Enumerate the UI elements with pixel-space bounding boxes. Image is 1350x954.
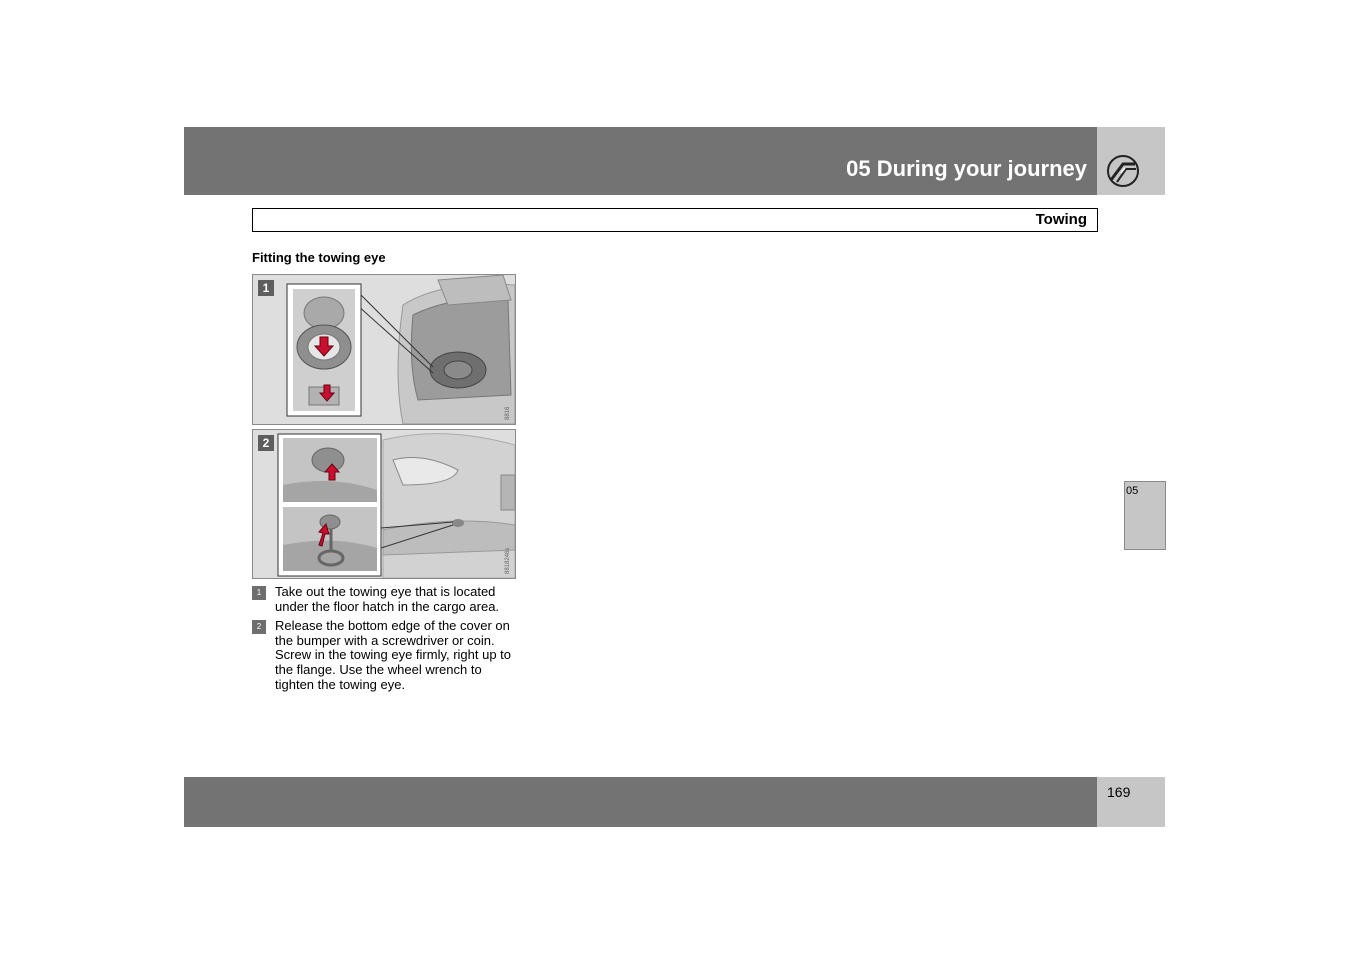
chapter-header-bar	[184, 127, 1097, 195]
step-text: Take out the towing eye that is located under the floor hatch in the cargo area.	[275, 584, 500, 614]
footer-bar	[184, 777, 1097, 827]
figure-2-illustration	[253, 430, 515, 578]
step-item	[252, 585, 518, 614]
chapter-side-tab[interactable]	[1124, 481, 1166, 550]
side-tab-label: 05	[1126, 485, 1139, 497]
section-title-box	[252, 208, 1098, 232]
figure-1-ref-code: 8816	[505, 406, 511, 420]
section-title: Towing	[1035, 211, 1087, 228]
figure-1-badge: 1	[258, 280, 274, 296]
step-number-badge: 2	[252, 620, 266, 634]
figure-2-bumper	[252, 429, 516, 579]
step-text: Release the bottom edge of the cover on the bumper with a screwdriver or coin. Screw in the towing eye firmly, right up to the flange. Use the wheel wrench to tighten the towing eye.	[275, 618, 512, 692]
chapter-icon-box	[1097, 127, 1165, 195]
chapter-title: 05 During your journey	[846, 156, 1087, 181]
page-number-box	[1097, 777, 1165, 827]
road-icon	[1106, 154, 1140, 188]
step-item	[252, 619, 518, 692]
step-list	[252, 585, 518, 697]
subheading: Fitting the towing eye	[252, 250, 386, 265]
figure-2-badge: 2	[258, 435, 274, 451]
figure-2-ref-code: 8818246s	[505, 547, 511, 574]
figure-1-illustration	[253, 275, 515, 424]
page-number: 169	[1107, 784, 1131, 800]
figure-1-cargo-area	[252, 274, 516, 425]
step-number-badge: 1	[252, 586, 266, 600]
